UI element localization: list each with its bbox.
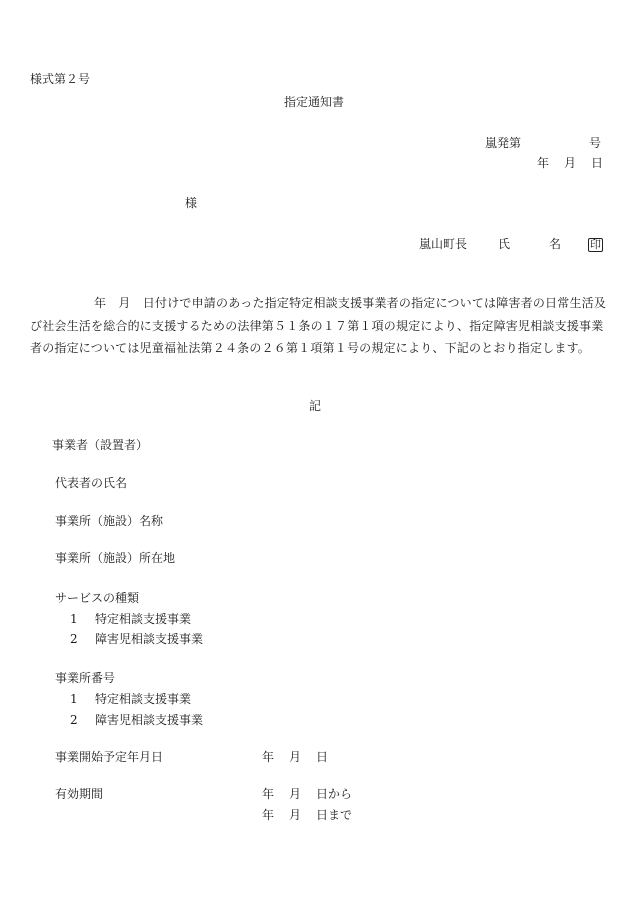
issuer-name-label-2: 名 (549, 237, 562, 251)
service-type-entry-1-number: 1 (70, 612, 78, 626)
issue-date-day: 日 (591, 156, 604, 170)
start-date-label: 事業開始予定年月日 (55, 750, 164, 764)
validity-from-month: 月 (289, 787, 302, 801)
issue-date-year: 年 (537, 156, 550, 170)
validity-to-year: 年 (262, 808, 275, 822)
validity-to-month: 月 (289, 808, 302, 822)
item-facility-address: 事業所（施設）所在地 (55, 551, 176, 565)
item-representative: 代表者の氏名 (55, 476, 128, 490)
issue-date-month: 月 (564, 156, 577, 170)
validity-label: 有効期間 (55, 787, 104, 801)
service-type-entry-2-text: 障害児相談支援事業 (95, 632, 204, 646)
item-operator: 事業者（設置者） (52, 438, 149, 452)
service-type-label: サービスの種類 (55, 591, 140, 605)
item-facility-name: 事業所（施設）名称 (55, 514, 164, 528)
issuer-title: 嵐山町長 (419, 237, 468, 251)
seal-mark: 印 (590, 238, 601, 251)
service-type-entry-1-text: 特定相談支援事業 (95, 612, 192, 626)
start-date-day: 日 (316, 750, 329, 764)
doc-ref-prefix: 嵐発第 (485, 136, 522, 150)
facility-number-entry-2-text: 障害児相談支援事業 (95, 713, 204, 727)
facility-number-entry-2-number: 2 (70, 713, 78, 727)
body-paragraph: 年 月 日付けで申請のあった指定特定相談支援事業者の指定については障害者の日常生活及び社会生活を総合的に支援するための法律第５１条の１７第１項の規定により、指定障害児相談支援事業者の指定については児童福祉法第２４条の２６第１項第１号の規定により、下記のとおり指定します。 (30, 296, 607, 355)
ki-heading: 記 (309, 399, 322, 413)
addressee-suffix: 様 (185, 196, 198, 210)
doc-ref-suffix: 号 (589, 136, 602, 150)
start-date-year: 年 (262, 750, 275, 764)
form-number: 様式第２号 (30, 72, 91, 86)
validity-from-day: 日から (316, 787, 353, 801)
facility-number-entry-1-text: 特定相談支援事業 (95, 692, 192, 706)
validity-to-day: 日まで (316, 808, 353, 822)
start-date-month: 月 (289, 750, 302, 764)
facility-number-entry-1-number: 1 (70, 692, 78, 706)
validity-from-year: 年 (262, 787, 275, 801)
document-title: 指定通知書 (284, 95, 345, 109)
service-type-entry-2-number: 2 (70, 632, 78, 646)
issuer-name-label-1: 氏 (498, 237, 511, 251)
facility-number-label: 事業所番号 (55, 671, 116, 685)
